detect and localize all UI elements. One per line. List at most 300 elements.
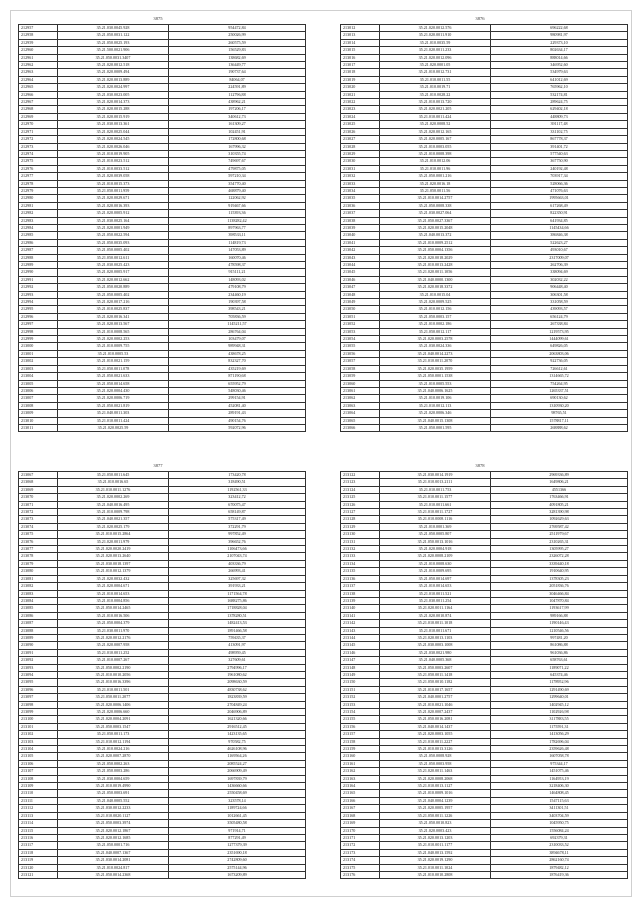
- cadastral-number-cell: 35.21.050.0011.078: [58, 365, 169, 372]
- amount-cell: 1378305,23: [491, 575, 628, 582]
- cadastral-number-cell: 35.21.040.0005.368: [380, 657, 491, 664]
- table-row: [341, 553, 628, 560]
- row-number-cell: 212995: [19, 306, 58, 313]
- table-row: [341, 76, 628, 83]
- amount-cell: 138682,69: [169, 54, 306, 61]
- row-number-cell: 213153: [341, 701, 380, 708]
- row-number-cell: 213077: [19, 546, 58, 553]
- row-number-cell: 213025: [341, 121, 380, 128]
- cadastral-number-cell: 35.21.020.0018.3372: [380, 284, 491, 291]
- row-number-cell: 213092: [19, 657, 58, 664]
- table-row: [19, 121, 306, 128]
- amount-cell: 1718828,04: [169, 605, 306, 612]
- row-number-cell: 213135: [341, 568, 380, 575]
- table-row: [19, 39, 306, 46]
- cadastral-number-cell: 35.21.030.0024.336: [380, 343, 491, 350]
- table-row: [341, 738, 628, 745]
- table-row: [19, 568, 306, 575]
- amount-cell: 2326072,28: [491, 553, 628, 560]
- amount-cell: 479108,79: [169, 284, 306, 291]
- amount-cell: 2769587,42: [491, 523, 628, 530]
- table-row: [341, 560, 628, 567]
- row-number-cell: 213020: [341, 84, 380, 91]
- row-number-cell: 213109: [19, 783, 58, 790]
- amount-cell: 354770,40: [169, 180, 306, 187]
- amount-cell: 234460,19: [169, 291, 306, 298]
- row-number-cell: 213162: [341, 768, 380, 775]
- cadastral-number-cell: 35.21.020.0011.1164: [380, 605, 491, 612]
- table-row: [19, 343, 306, 350]
- cadastral-number-cell: 35.21.010.0009.695: [380, 568, 491, 575]
- amount-cell: 240192,48: [491, 165, 628, 172]
- cadastral-number-cell: 35.21.020.0007.958: [58, 642, 169, 649]
- row-number-cell: 213127: [341, 509, 380, 516]
- table-row: [341, 627, 628, 634]
- table-row: [19, 187, 306, 194]
- table-row: [341, 25, 628, 32]
- row-number-cell: 213044: [341, 262, 380, 269]
- table-row: [341, 47, 628, 54]
- row-number-cell: 213175: [341, 864, 380, 871]
- row-number-cell: 213041: [341, 239, 380, 246]
- cadastral-number-cell: 35.21.020.0015.2048: [380, 224, 491, 231]
- amount-cell: 367750,90: [491, 158, 628, 165]
- amount-cell: 1189724,66: [169, 805, 306, 812]
- amount-cell: 323578,14: [169, 797, 306, 804]
- amount-cell: 954472,84: [169, 25, 306, 32]
- row-number-cell: 213007: [19, 395, 58, 402]
- amount-cell: 331102,75: [491, 128, 628, 135]
- cadastral-number-cell: 35.21.010.0021.159: [58, 358, 169, 365]
- table-row: [341, 336, 628, 343]
- table-row: [341, 232, 628, 239]
- amount-cell: 3339440,18: [491, 560, 628, 567]
- table-row: [341, 546, 628, 553]
- cadastral-number-cell: 35.21.020.0013.567: [58, 321, 169, 328]
- table-row: [19, 812, 306, 819]
- table-row: [19, 150, 306, 157]
- cadastral-number-cell: 35.21.050.0001.1538: [380, 373, 491, 380]
- table-row: [19, 143, 306, 150]
- cadastral-number-cell: 35.21.010.0015.373: [58, 180, 169, 187]
- amount-cell: 136449,77: [169, 62, 306, 69]
- amount-cell: 439093,57: [491, 306, 628, 313]
- table-row: [19, 402, 306, 409]
- row-number-cell: 213070: [19, 494, 58, 501]
- amount-cell: 1649806,21: [491, 479, 628, 486]
- panel-page-3875: [18, 14, 298, 432]
- table-row: [341, 91, 628, 98]
- amount-cell: 597210,34: [169, 173, 306, 180]
- amount-cell: 1145211,57: [169, 321, 306, 328]
- row-number-cell: 213166: [341, 797, 380, 804]
- table-row: [341, 217, 628, 224]
- table-row: [19, 723, 306, 730]
- row-number-cell: 213081: [19, 575, 58, 582]
- table-row: [341, 165, 628, 172]
- cadastral-number-cell: 35.21.010.0001.369: [380, 523, 491, 530]
- cadastral-number-cell: 35.21.020.0007.2437: [380, 709, 491, 716]
- amount-cell: 1423135,65: [169, 731, 306, 738]
- table-row: [19, 583, 306, 590]
- row-number-cell: 212967: [19, 99, 58, 106]
- row-number-cell: 213163: [341, 775, 380, 782]
- table-row: [19, 232, 306, 239]
- table-row: [19, 62, 306, 69]
- table-row: [341, 195, 628, 202]
- table-row: [19, 224, 306, 231]
- row-number-cell: 212993: [19, 291, 58, 298]
- row-number-cell: 213160: [341, 753, 380, 760]
- row-number-cell: 213147: [341, 657, 380, 664]
- table-row: [341, 373, 628, 380]
- cadastral-number-cell: 35.21.020.0006.719: [58, 395, 169, 402]
- amount-cell: 692379,31: [491, 834, 628, 841]
- cadastral-number-cell: 35.21.010.0008.630: [380, 560, 491, 567]
- amount-cell: 3505480,58: [169, 820, 306, 827]
- amount-cell: 1961080,62: [169, 671, 306, 678]
- table-row: [19, 849, 306, 856]
- table-row: [341, 649, 628, 656]
- table-row: [341, 284, 628, 291]
- amount-cell: 915111,21: [169, 269, 306, 276]
- table-row: [341, 54, 628, 61]
- row-number-cell: 212966: [19, 91, 58, 98]
- table-row: [341, 202, 628, 209]
- data-table: [18, 471, 306, 879]
- amount-cell: 2351690,18: [169, 849, 306, 856]
- table-row: [341, 269, 628, 276]
- row-number-cell: 212986: [19, 239, 58, 246]
- table-row: [341, 84, 628, 91]
- row-number-cell: 212962: [19, 62, 58, 69]
- row-number-cell: 212979: [19, 187, 58, 194]
- cadastral-number-cell: 35.21.020.0013.1103: [380, 634, 491, 641]
- row-number-cell: 213054: [341, 336, 380, 343]
- cadastral-number-cell: 35.21.010.0009.2512: [380, 239, 491, 246]
- amount-cell: 2511979,67: [491, 531, 628, 538]
- row-number-cell: 213120: [19, 864, 58, 871]
- table-row: [19, 671, 306, 678]
- cadastral-number-cell: 35.21.040.0004.1239: [380, 797, 491, 804]
- row-number-cell: 212982: [19, 210, 58, 217]
- row-number-cell: 213136: [341, 575, 380, 582]
- table-row: [19, 575, 306, 582]
- row-number-cell: 213045: [341, 269, 380, 276]
- table-row: [19, 284, 306, 291]
- cadastral-number-cell: 35.21.010.0011.424: [58, 417, 169, 424]
- amount-cell: 1688275,86: [169, 597, 306, 604]
- amount-cell: 3117883,55: [491, 716, 628, 723]
- cadastral-number-cell: 35.21.020.0011.1056: [380, 269, 491, 276]
- cadastral-number-cell: 35.21.050.0011.2077: [58, 694, 169, 701]
- table-row: [19, 113, 306, 120]
- cadastral-number-cell: 35.21.010.0012.1194: [58, 738, 169, 745]
- table-row: [19, 69, 306, 76]
- amount-cell: 190397,58: [169, 299, 306, 306]
- amount-cell: 438962,21: [169, 99, 306, 106]
- table-row: [19, 649, 306, 656]
- cadastral-number-cell: 35.21.010.0012.1379: [58, 568, 169, 575]
- data-table: [18, 24, 306, 432]
- table-row: [19, 99, 306, 106]
- table-row: [341, 634, 628, 641]
- cadastral-number-cell: 35.21.040.0005.552: [58, 797, 169, 804]
- cadastral-number-cell: 35.21.010.0023.512: [58, 158, 169, 165]
- amount-cell: 2916512,45: [169, 723, 306, 730]
- amount-cell: 197206,17: [169, 106, 306, 113]
- cadastral-number-cell: 35.21.020.0021.205: [380, 106, 491, 113]
- row-number-cell: 213011: [19, 424, 58, 431]
- amount-cell: 448809,73: [491, 113, 628, 120]
- table-row: [19, 202, 306, 209]
- table-row: [19, 328, 306, 335]
- row-number-cell: 213152: [341, 694, 380, 701]
- table-row: [341, 716, 628, 723]
- table-row: [341, 380, 628, 387]
- table-row: [19, 709, 306, 716]
- row-number-cell: 213004: [19, 373, 58, 380]
- amount-cell: 975344,17: [491, 760, 628, 767]
- cadastral-number-cell: 35.21.050.0014.2368: [58, 871, 169, 878]
- cadastral-number-cell: 35.21.030.0003.1008: [380, 642, 491, 649]
- row-number-cell: 213143: [341, 627, 380, 634]
- cadastral-number-cell: 35.21.010.0011.1577: [380, 494, 491, 501]
- amount-cell: 262706,39: [491, 262, 628, 269]
- panel-title: 3878: [475, 463, 485, 468]
- amount-cell: 1995663,01: [491, 195, 628, 202]
- row-number-cell: 213073: [19, 516, 58, 523]
- amount-cell: 1145434,66: [491, 224, 628, 231]
- table-row: [341, 620, 628, 627]
- amount-cell: 1175591,31: [491, 723, 628, 730]
- cadastral-number-cell: 35.21.010.0011.1177: [380, 842, 491, 849]
- cadastral-number-cell: 35.21.020.0004.430: [58, 387, 169, 394]
- amount-cell: 658149,87: [169, 509, 306, 516]
- cadastral-number-cell: 35.21.020.0012.096: [380, 54, 491, 61]
- table-row: [341, 32, 628, 39]
- table-row: [19, 783, 306, 790]
- table-row: [341, 657, 628, 664]
- amount-cell: 493010,67: [491, 247, 628, 254]
- table-row: [19, 538, 306, 545]
- amount-cell: 1169564,26: [169, 753, 306, 760]
- amount-cell: 1482413,53: [169, 620, 306, 627]
- amount-cell: 997852,49: [169, 531, 306, 538]
- row-number-cell: 213079: [19, 560, 58, 567]
- row-number-cell: 213035: [341, 195, 380, 202]
- amount-cell: 386846,38: [491, 232, 628, 239]
- row-number-cell: 213144: [341, 634, 380, 641]
- row-number-cell: 212971: [19, 128, 58, 135]
- amount-cell: 396652,76: [169, 538, 306, 545]
- row-number-cell: 213086: [19, 612, 58, 619]
- table-row: [19, 731, 306, 738]
- row-number-cell: 212968: [19, 106, 58, 113]
- amount-cell: 759435,37: [169, 634, 306, 641]
- amount-cell: 2742809,60: [169, 857, 306, 864]
- row-number-cell: 213174: [341, 857, 380, 864]
- amount-cell: 1444099,61: [491, 336, 628, 343]
- table-row: [341, 402, 628, 409]
- amount-cell: 1436660,66: [169, 783, 306, 790]
- row-number-cell: 213075: [19, 531, 58, 538]
- row-number-cell: 213024: [341, 113, 380, 120]
- amount-cell: 1891466,58: [169, 627, 306, 634]
- amount-cell: 1192561,33: [169, 486, 306, 493]
- row-number-cell: 213150: [341, 679, 380, 686]
- amount-cell: 1219573,95: [491, 328, 628, 335]
- cadastral-number-cell: 35.21.020.0005.167: [380, 136, 491, 143]
- table-row: [19, 827, 306, 834]
- row-number-cell: 212985: [19, 232, 58, 239]
- table-row: [341, 247, 628, 254]
- cadastral-number-cell: 35.21.010.0011.55: [380, 76, 491, 83]
- row-number-cell: 213165: [341, 790, 380, 797]
- amount-cell: 1413056,29: [491, 731, 628, 738]
- row-number-cell: 213030: [341, 158, 380, 165]
- table-row: [341, 365, 628, 372]
- amount-cell: 906448,40: [491, 284, 628, 291]
- cadastral-number-cell: 35.21.010.0011.661: [380, 501, 491, 508]
- amount-cell: 260575,59: [169, 39, 306, 46]
- row-number-cell: 213137: [341, 583, 380, 590]
- cadastral-number-cell: 35.21.020.0004.671: [58, 583, 169, 590]
- table-row: [19, 642, 306, 649]
- amount-cell: 690130,62: [491, 395, 628, 402]
- amount-cell: 327609,61: [169, 657, 306, 664]
- table-row: [341, 731, 628, 738]
- cadastral-number-cell: 35.21.010.0011.2227: [380, 738, 491, 745]
- row-number-cell: 213099: [19, 709, 58, 716]
- cadastral-number-cell: 35.21.050.0012.117: [380, 328, 491, 335]
- row-number-cell: 213002: [19, 358, 58, 365]
- table-row: [19, 358, 306, 365]
- row-number-cell: 213119: [19, 857, 58, 864]
- amount-cell: 102451,91: [169, 128, 306, 135]
- row-number-cell: 212969: [19, 113, 58, 120]
- row-number-cell: 213046: [341, 276, 380, 283]
- row-number-cell: 212978: [19, 180, 58, 187]
- table-row: [341, 410, 628, 417]
- amount-cell: 1189071,22: [491, 664, 628, 671]
- amount-cell: 3894678,11: [491, 849, 628, 856]
- cadastral-number-cell: 35.21.010.0011.2070: [380, 358, 491, 365]
- cadastral-number-cell: 35.21.050.0003.2607: [380, 664, 491, 671]
- amount-cell: 888014,66: [491, 54, 628, 61]
- row-number-cell: 212987: [19, 247, 58, 254]
- row-number-cell: 212958: [19, 32, 58, 39]
- amount-cell: 224591,89: [169, 84, 306, 91]
- table-row: [19, 276, 306, 283]
- row-number-cell: 213159: [341, 746, 380, 753]
- cadastral-number-cell: 35.21.010.0005.53: [58, 350, 169, 357]
- amount-cell: 2317009,07: [491, 254, 628, 261]
- cadastral-number-cell: 35.21.050.0003.958: [380, 760, 491, 767]
- row-number-cell: 213169: [341, 820, 380, 827]
- row-number-cell: 213140: [341, 605, 380, 612]
- row-number-cell: 213033: [341, 180, 380, 187]
- table-row: [341, 143, 628, 150]
- data-table: [340, 471, 628, 879]
- amount-cell: 970582,75: [169, 738, 306, 745]
- table-row: [19, 128, 306, 135]
- amount-cell: 1210546,56: [491, 627, 628, 634]
- amount-cell: 922736,05: [491, 358, 628, 365]
- amount-cell: 867778,37: [491, 136, 628, 143]
- table-row: [19, 597, 306, 604]
- table-row: [341, 106, 628, 113]
- amount-cell: 302032,22: [491, 276, 628, 283]
- row-number-cell: 213061: [341, 387, 380, 394]
- table-row: [341, 343, 628, 350]
- amount-cell: 1190146,43: [491, 620, 628, 627]
- row-number-cell: 213037: [341, 210, 380, 217]
- row-number-cell: 213000: [19, 343, 58, 350]
- table-row: [19, 269, 306, 276]
- row-number-cell: 213038: [341, 217, 380, 224]
- table-row: [341, 210, 628, 217]
- table-row: [19, 501, 306, 508]
- cadastral-number-cell: 35.21.030.0011.254: [380, 597, 491, 604]
- panel-title: 3875: [153, 16, 163, 21]
- row-number-cell: 213065: [341, 417, 380, 424]
- table-row: [19, 516, 306, 523]
- amount-cell: 438678,25: [169, 350, 306, 357]
- row-number-cell: 212965: [19, 84, 58, 91]
- cadastral-number-cell: 35.21.020.0029.671: [58, 195, 169, 202]
- amount-cell: 1299640,01: [491, 694, 628, 701]
- cadastral-number-cell: 35.21.010.0019.905: [58, 150, 169, 157]
- row-number-cell: 213124: [341, 486, 380, 493]
- cadastral-number-cell: 35.21.010.0011.671: [380, 627, 491, 634]
- amount-cell: 2046906,89: [169, 709, 306, 716]
- table-row: [341, 709, 628, 716]
- cadastral-number-cell: 35.21.010.0011.521: [380, 590, 491, 597]
- row-number-cell: 213164: [341, 783, 380, 790]
- cadastral-number-cell: 35.21.020.0012.1685: [58, 834, 169, 841]
- cadastral-number-cell: 35.21.020.0009.525: [380, 299, 491, 306]
- cadastral-number-cell: 35.21.050.0012.611: [58, 254, 169, 261]
- row-number-cell: 213049: [341, 299, 380, 306]
- cadastral-number-cell: 35.21.040.0014.2273: [380, 350, 491, 357]
- table-row: [19, 106, 306, 113]
- row-number-cell: 212974: [19, 150, 58, 157]
- table-row: [19, 612, 306, 619]
- table-row: [341, 358, 628, 365]
- table-row: [19, 768, 306, 775]
- table-row: [341, 62, 628, 69]
- amount-cell: 250026,99: [169, 32, 306, 39]
- row-number-cell: 213110: [19, 790, 58, 797]
- table-row: [19, 686, 306, 693]
- row-number-cell: 213112: [19, 805, 58, 812]
- cadastral-number-cell: 35.21.010.0009.755: [58, 343, 169, 350]
- cadastral-number-cell: 35.21.050.0005.402: [58, 291, 169, 298]
- amount-cell: 696222,68: [491, 25, 628, 32]
- cadastral-number-cell: 35.21.010.0033.512: [58, 165, 169, 172]
- row-number-cell: 213149: [341, 671, 380, 678]
- table-row: [341, 501, 628, 508]
- table-row: [341, 760, 628, 767]
- table-row: [341, 575, 628, 582]
- cadastral-number-cell: 35.21.010.0011.252: [58, 649, 169, 656]
- cadastral-number-cell: 35.21.020.0026.046: [58, 143, 169, 150]
- table-row: [19, 738, 306, 745]
- amount-cell: 2066909,49: [169, 768, 306, 775]
- table-row: [19, 760, 306, 767]
- amount-cell: 2550458,69: [169, 790, 306, 797]
